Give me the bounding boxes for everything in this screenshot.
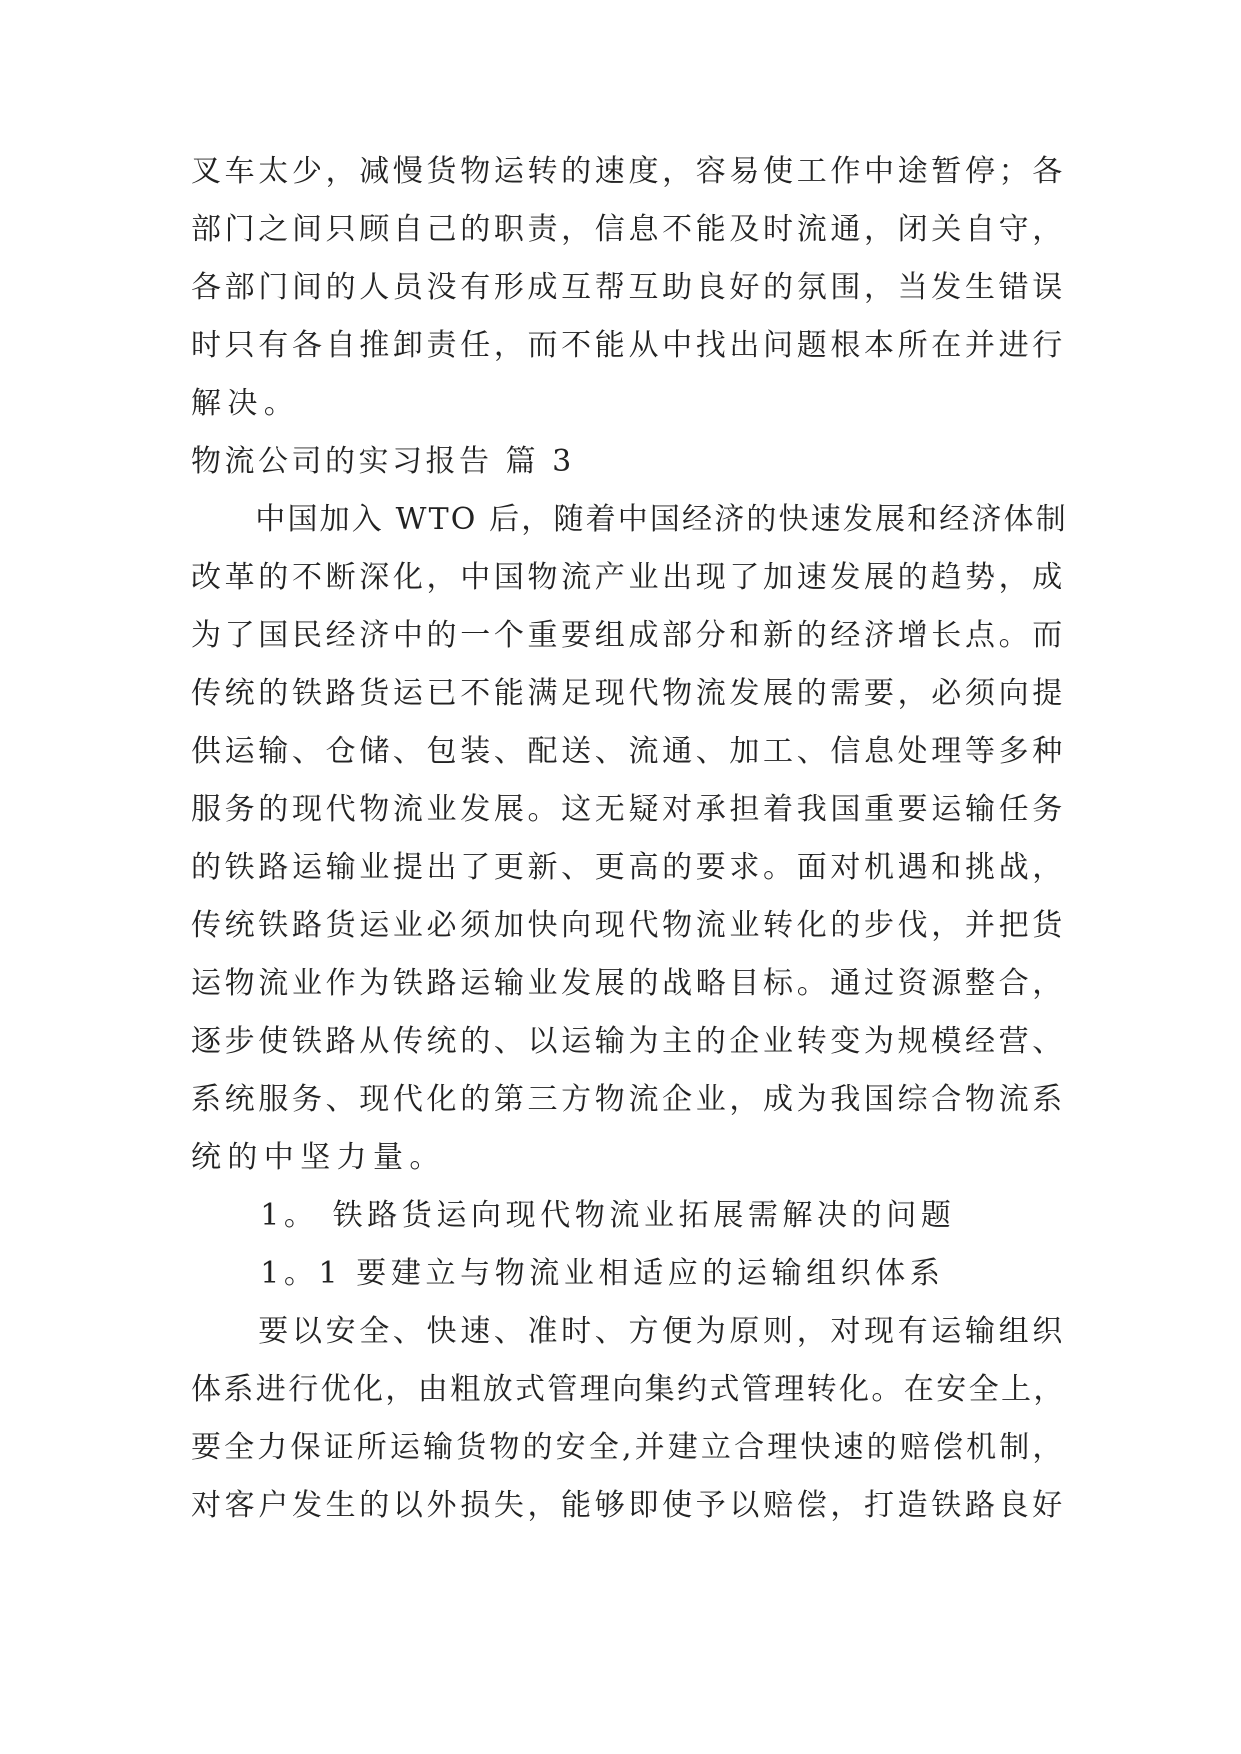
body-text-line: 服务的现代物流业发展。这无疑对承担着我国重要运输任务 [191,792,1066,827]
body-text-line: 中国加入 WTO 后，随着中国经济的快速发展和经济体制 [191,502,1068,537]
body-text-line: 逐步使铁路从传统的、以运输为主的企业转变为规模经营、 [191,1024,1066,1059]
body-text-line: 统的中坚力量。 [191,1140,446,1175]
subsection-heading: 1。1 要建立与物流业相适应的运输组织体系 [191,1256,945,1291]
section-heading: 物流公司的实习报告 篇 3 [191,444,575,479]
body-text-line: 解决。 [191,386,301,421]
body-text-line: 的铁路运输业提出了更新、更高的要求。面对机遇和挑战， [191,850,1066,885]
body-text-line: 部门之间只顾自己的职责，信息不能及时流通，闭关自守， [191,212,1066,247]
subsection-heading: 1。 铁路货运向现代物流业拓展需解决的问题 [191,1198,956,1233]
body-text-line: 传统铁路货运业必须加快向现代物流业转化的步伐，并把货 [191,908,1066,943]
body-text-line: 对客户发生的以外损失，能够即使予以赔偿，打造铁路良好 [191,1488,1066,1523]
body-text-line: 为了国民经济中的一个重要组成部分和新的经济增长点。而 [191,618,1066,653]
body-text-line: 要全力保证所运输货物的安全,并建立合理快速的赔偿机制， [191,1430,1066,1465]
body-text-line: 供运输、仓储、包装、配送、流通、加工、信息处理等多种 [191,734,1066,769]
body-text-line: 要以安全、快速、准时、方便为原则，对现有运输组织 [191,1314,1066,1349]
body-text-line: 叉车太少，减慢货物运转的速度，容易使工作中途暂停；各 [191,154,1066,189]
body-text-line: 各部门间的人员没有形成互帮互助良好的氛围，当发生错误 [191,270,1066,305]
body-text-line: 运物流业作为铁路运输业发展的战略目标。通过资源整合， [191,966,1066,1001]
body-text-line: 时只有各自推卸责任，而不能从中找出问题根本所在并进行 [191,328,1066,363]
body-text-line: 体系进行优化，由粗放式管理向集约式管理转化。在安全上， [191,1372,1066,1407]
body-text-line: 传统的铁路货运已不能满足现代物流发展的需要，必须向提 [191,676,1066,711]
body-text-line: 系统服务、现代化的第三方物流企业，成为我国综合物流系 [191,1082,1066,1117]
body-text-line: 改革的不断深化，中国物流产业出现了加速发展的趋势，成 [191,560,1066,595]
